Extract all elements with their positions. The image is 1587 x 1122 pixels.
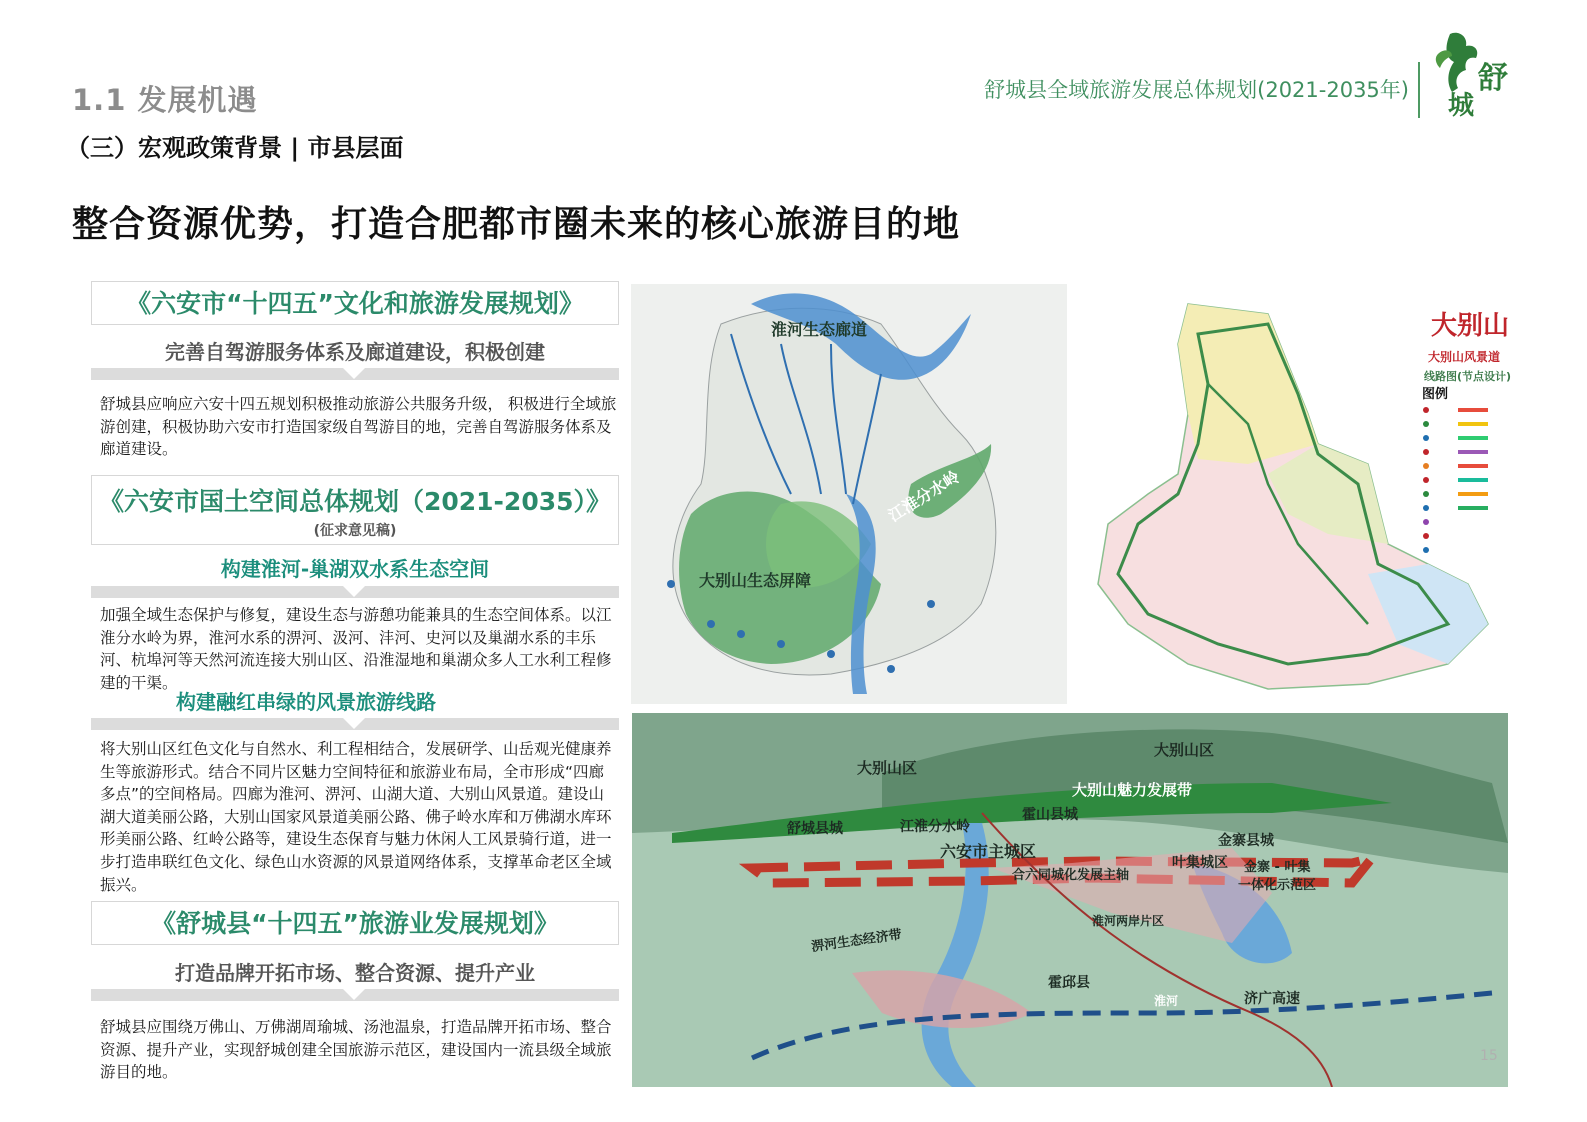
ecological-corridor-map — [631, 284, 1067, 704]
label-huoqiu: 霍邱县 — [1048, 975, 1090, 991]
plan-2-body: 加强全域生态保护与修复，建设生态与游憩功能兼具的生态空间体系。以江淮分水岭为界，淮河水系的淠河、汲河、沣河、史河以及巢湖水系的丰乐河、杭埠河等天然河流连接大别山区、沿淮湿地和巢湖众多人工水利工程修建的干渠。 — [100, 606, 612, 692]
label-luan-main-city: 六安市主城区 — [940, 842, 1037, 861]
plan-3-title-banner — [91, 901, 619, 945]
plan-2-note: (征求意见稿) — [313, 523, 397, 539]
plan-2-divider-tab — [91, 586, 619, 598]
plan-3-divider-tab — [91, 989, 619, 1001]
label-jianghuai-watershed: 江淮分水岭 — [885, 466, 963, 526]
shucheng-logo — [1428, 26, 1518, 118]
plan-2-title: 《六安市国土空间总体规划（2021-2035）》 — [98, 487, 612, 516]
label-jinzhai-yeji-1: 金寨 - 叶集 — [1244, 860, 1311, 875]
label-yeji: 叶集城区 — [1172, 855, 1228, 871]
label-pihe-belt: 淠河生态经济带 — [810, 927, 903, 955]
luan-3d-spatial-map — [632, 713, 1508, 1087]
label-huaihe-river: 淮河 — [1154, 994, 1179, 1008]
label-jinzhai: 金寨县城 — [1218, 833, 1274, 849]
logo-text-cheng: 城 — [1448, 91, 1475, 118]
label-dabieshan-barrier: 大别山生态屏障 — [699, 571, 812, 590]
section-number: 1.1 发展机遇 — [72, 83, 258, 117]
plan-2-caption: 构建淮河-巢湖双水系生态空间 — [220, 557, 490, 581]
label-jinzhai-yeji-2: 一体化示范区 — [1238, 878, 1317, 893]
route-brand-subtitle: 大别山风景道 — [1428, 350, 1501, 364]
document-title: 舒城县全域旅游发展总体规划(2021-2035年) — [984, 78, 1409, 102]
plan-3-body: 舒城县应围绕万佛山、万佛湖周瑜城、汤池温泉，打造品牌开拓市场、整合资源、提升产业，实现舒城创建全国旅游示范区，建设国内一流县级全域旅游目的地。 — [100, 1018, 612, 1082]
header-divider — [1418, 62, 1420, 118]
plan-1-title: 《六安市“十四五”文化和旅游发展规划》 — [126, 289, 584, 318]
route-legend-title: 图例 — [1422, 387, 1449, 402]
label-huoshan: 霍山县城 — [1022, 807, 1078, 823]
label-dabie-region-2: 大别山区 — [1154, 741, 1215, 759]
page-headline: 整合资源优势，打造合肥都市圈未来的核心旅游目的地 — [72, 204, 961, 245]
label-jianghuai: 江淮分水岭 — [900, 819, 970, 835]
plan-1-title-banner — [91, 281, 619, 325]
plan-1-body: 舒城县应响应六安十四五规划积极推动旅游公共服务升级， 积极进行全域旅游创建，积极协助六安市打造国家级自驾游目的地，完善自驾游服务体系及廊道建设。 — [100, 395, 617, 459]
route-brand-title: 大别山 — [1431, 311, 1510, 341]
plan-3-caption: 打造品牌开拓市场、整合资源、提升产业 — [175, 961, 535, 985]
label-dabie-belt: 大别山魅力发展带 — [1072, 781, 1193, 799]
plan-1-caption: 完善自驾游服务体系及廊道建设，积极创建 — [165, 340, 545, 364]
dabieshan-scenic-route-map — [1068, 284, 1518, 704]
label-development-axis: 合六同城化发展主轴 — [1012, 868, 1130, 883]
subsection-title: （三）宏观政策背景 | 市县层面 — [66, 134, 404, 162]
label-jiguang-expressway: 济广高速 — [1244, 991, 1300, 1007]
page-number: 15 — [1480, 1048, 1498, 1064]
label-huaihe-corridor: 淮河生态廊道 — [771, 320, 868, 339]
plan-2-body-2: 将大别山区红色文化与自然水、利工程相结合，发展研学、山岳观光健康养生等旅游形式。结合不同片区魅力空间特征和旅游业布局，全市形成“四廊多点”的空间格局。四廊为淮河、淠河、山湖大道、大别山风景道。建设山湖大道美丽公路，大别山国家风景道美丽公路、佛子岭水库和万佛湖水库环形美丽公路、红岭公路等，建设生态保育与魅力休闲人工风景骑行道，进一步打造串联红色文化、绿色山水资源的风景道网络体系，支撑革命老区全域振兴。 — [100, 740, 612, 894]
plan-2-title-banner — [91, 475, 619, 545]
plan-1-divider-tab — [91, 368, 619, 380]
plan-2-caption-2: 构建融红串绿的风景旅游线路 — [176, 690, 436, 714]
logo-text-shu: 舒 — [1478, 61, 1508, 96]
label-dabie-region-1: 大别山区 — [857, 759, 918, 777]
route-brand-caption: 线路图(节点设计) — [1424, 370, 1512, 383]
plan-3-title: 《舒城县“十四五”旅游业发展规划》 — [151, 909, 559, 938]
label-huaihe-zone: 淮河两岸片区 — [1092, 914, 1165, 928]
label-shucheng: 舒城县城 — [787, 821, 843, 837]
plan-2-divider-tab-2 — [91, 718, 619, 730]
